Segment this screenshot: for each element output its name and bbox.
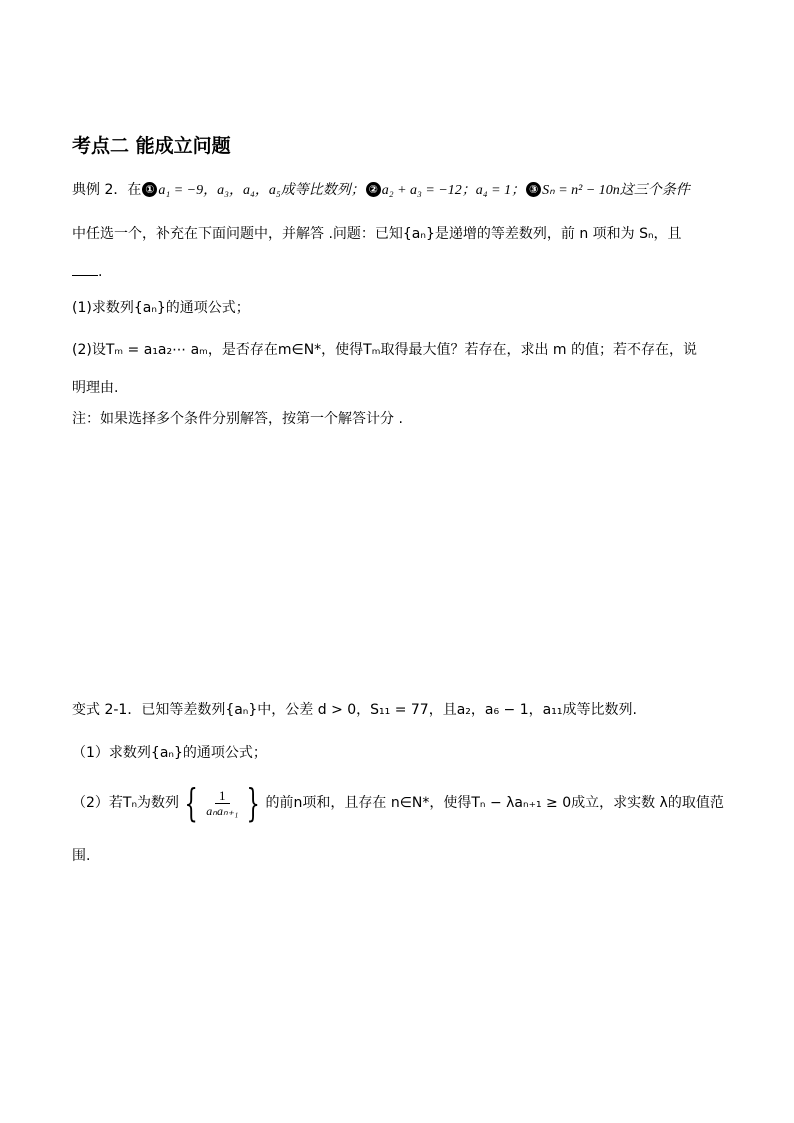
example-label: 典例 2．在 — [72, 182, 142, 198]
answer-blank: . — [72, 262, 102, 282]
condition-2: a₂ + a₃ = −12；a₄ = 1； — [381, 183, 526, 198]
example-question-2-continued: 明理由. — [72, 380, 119, 396]
condition-3: Sₙ = n² − 10n这三个条件 — [542, 183, 690, 198]
circled-number-2: ② — [366, 182, 381, 197]
variant-question-2-suffix: 的前n项和，且存在 n∈N*，使得Tₙ − λaₙ₊₁ ≥ 0成立，求实数 λ的取值范 — [265, 795, 724, 811]
circled-number-3: ③ — [526, 182, 541, 197]
fraction-denominator: aₙaₙ₊₁ — [206, 803, 239, 818]
variant-question-2-continued: 围. — [72, 848, 91, 864]
example-note: 注：如果选择多个条件分别解答，按第一个解答计分 . — [72, 411, 403, 427]
example-question-1: (1)求数列{aₙ}的通项公式； — [72, 300, 250, 316]
fraction-numerator: 1 — [215, 788, 230, 804]
variant-question-1: （1）求数列{aₙ}的通项公式； — [72, 745, 267, 761]
variant-question-2-prefix: （2）若Tₙ为数列 — [72, 795, 180, 811]
sequence-fraction: { $\frac{1}{\text{aₙaₙ₊₁}}$ } — [184, 781, 261, 825]
example-problem-statement: 中任选一个，补充在下面问题中，并解答 .问题：已知{aₙ}是递增的等差数列，前 n 项和为 Sₙ，且 — [72, 226, 682, 242]
condition-1: a₁ = −9，a₃，a₄，a₅成等比数列； — [158, 183, 365, 198]
section-title: 考点二 能成立问题 — [72, 135, 231, 157]
variant-question-2 — [72, 783, 724, 823]
variant-statement: 变式 2-1．已知等差数列{aₙ}中，公差 d > 0，S₁₁ = 77，且a₂，a₆ − 1，a₁₁成等比数列. — [72, 702, 637, 718]
example-condition-line — [72, 180, 690, 201]
example-question-2: (2)设Tₘ = a₁a₂⋯ aₘ，是否存在m∈N*，使得Tₘ取得最大值？若存在，求出 m 的值；若不存在，说 — [72, 342, 697, 358]
circled-number-1: ① — [142, 182, 157, 197]
